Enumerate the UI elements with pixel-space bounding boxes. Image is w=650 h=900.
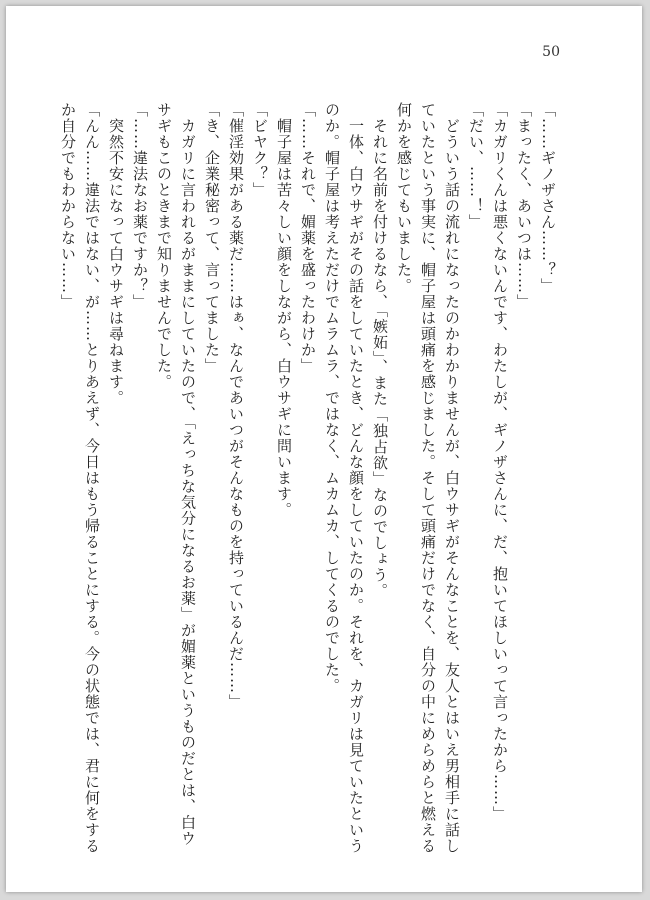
text-line: 「だい、……！」	[467, 102, 485, 230]
text-line: 一体、白ウサギがその話をしていたとき、どんな顔をしていたのか。それを、カガリは見ていたという	[347, 102, 365, 854]
text-line: どういう話の流れになったのかわかりませんが、白ウサギがそんなことを、友人とはいえ男相手に話し	[443, 102, 461, 854]
text-line: 突然不安になって白ウサギは尋ねます。	[107, 102, 125, 406]
text-line: それに名前を付けるなら、「嫉妬」、また「独占欲」なのでしょう。	[371, 102, 389, 599]
text-line: カガリに言われるがままにしていたので、「えっちな気分になるお薬」が媚薬というものだとは、白ウ	[179, 102, 197, 847]
text-line: 「……ギノザさん……？」	[539, 102, 557, 294]
vertical-text-body	[59, 102, 560, 854]
book-page	[6, 6, 642, 892]
text-line: サギもこのときまで知りませんでした。	[155, 102, 173, 390]
text-line: 「……違法なお薬ですか？」	[131, 102, 149, 310]
text-line: か自分でもわからない……」	[59, 102, 77, 310]
page-number: 50	[542, 44, 560, 60]
text-line: 「催淫効果がある薬だ……はぁ、なんであいつがそんなものを持っているんだ……」	[227, 102, 245, 710]
text-line: 帽子屋は苦々しい顔をしながら、白ウサギに問います。	[275, 102, 293, 518]
text-line: ていたという事実に、帽子屋は頭痛を感じました。そして頭痛だけでなく、自分の中にめらめらと燃える	[419, 102, 437, 854]
text-line: 「まったく、あいつは……」	[515, 102, 533, 310]
text-line: のか。帽子屋は考えただけでムラムラ、ではなく、ムカムカ、してくるのでした。	[323, 102, 341, 694]
text-line: 「き、企業秘密って、言ってました」	[203, 102, 221, 374]
text-line: 「……それで、媚薬を盛ったわけか」	[299, 102, 317, 374]
text-line: 何かを感じてもいました。	[395, 102, 413, 294]
text-line: 「カガリくんは悪くないんです、わたしが、ギノザさんに、だ、抱いてほしいって言ったから……」	[491, 102, 509, 822]
text-line: 「んん……違法ではない、が……とりあえず、今日はもう帰ることにする。今の状態では、君に何をする	[83, 102, 101, 854]
text-line: 「ビヤク？」	[251, 102, 269, 198]
